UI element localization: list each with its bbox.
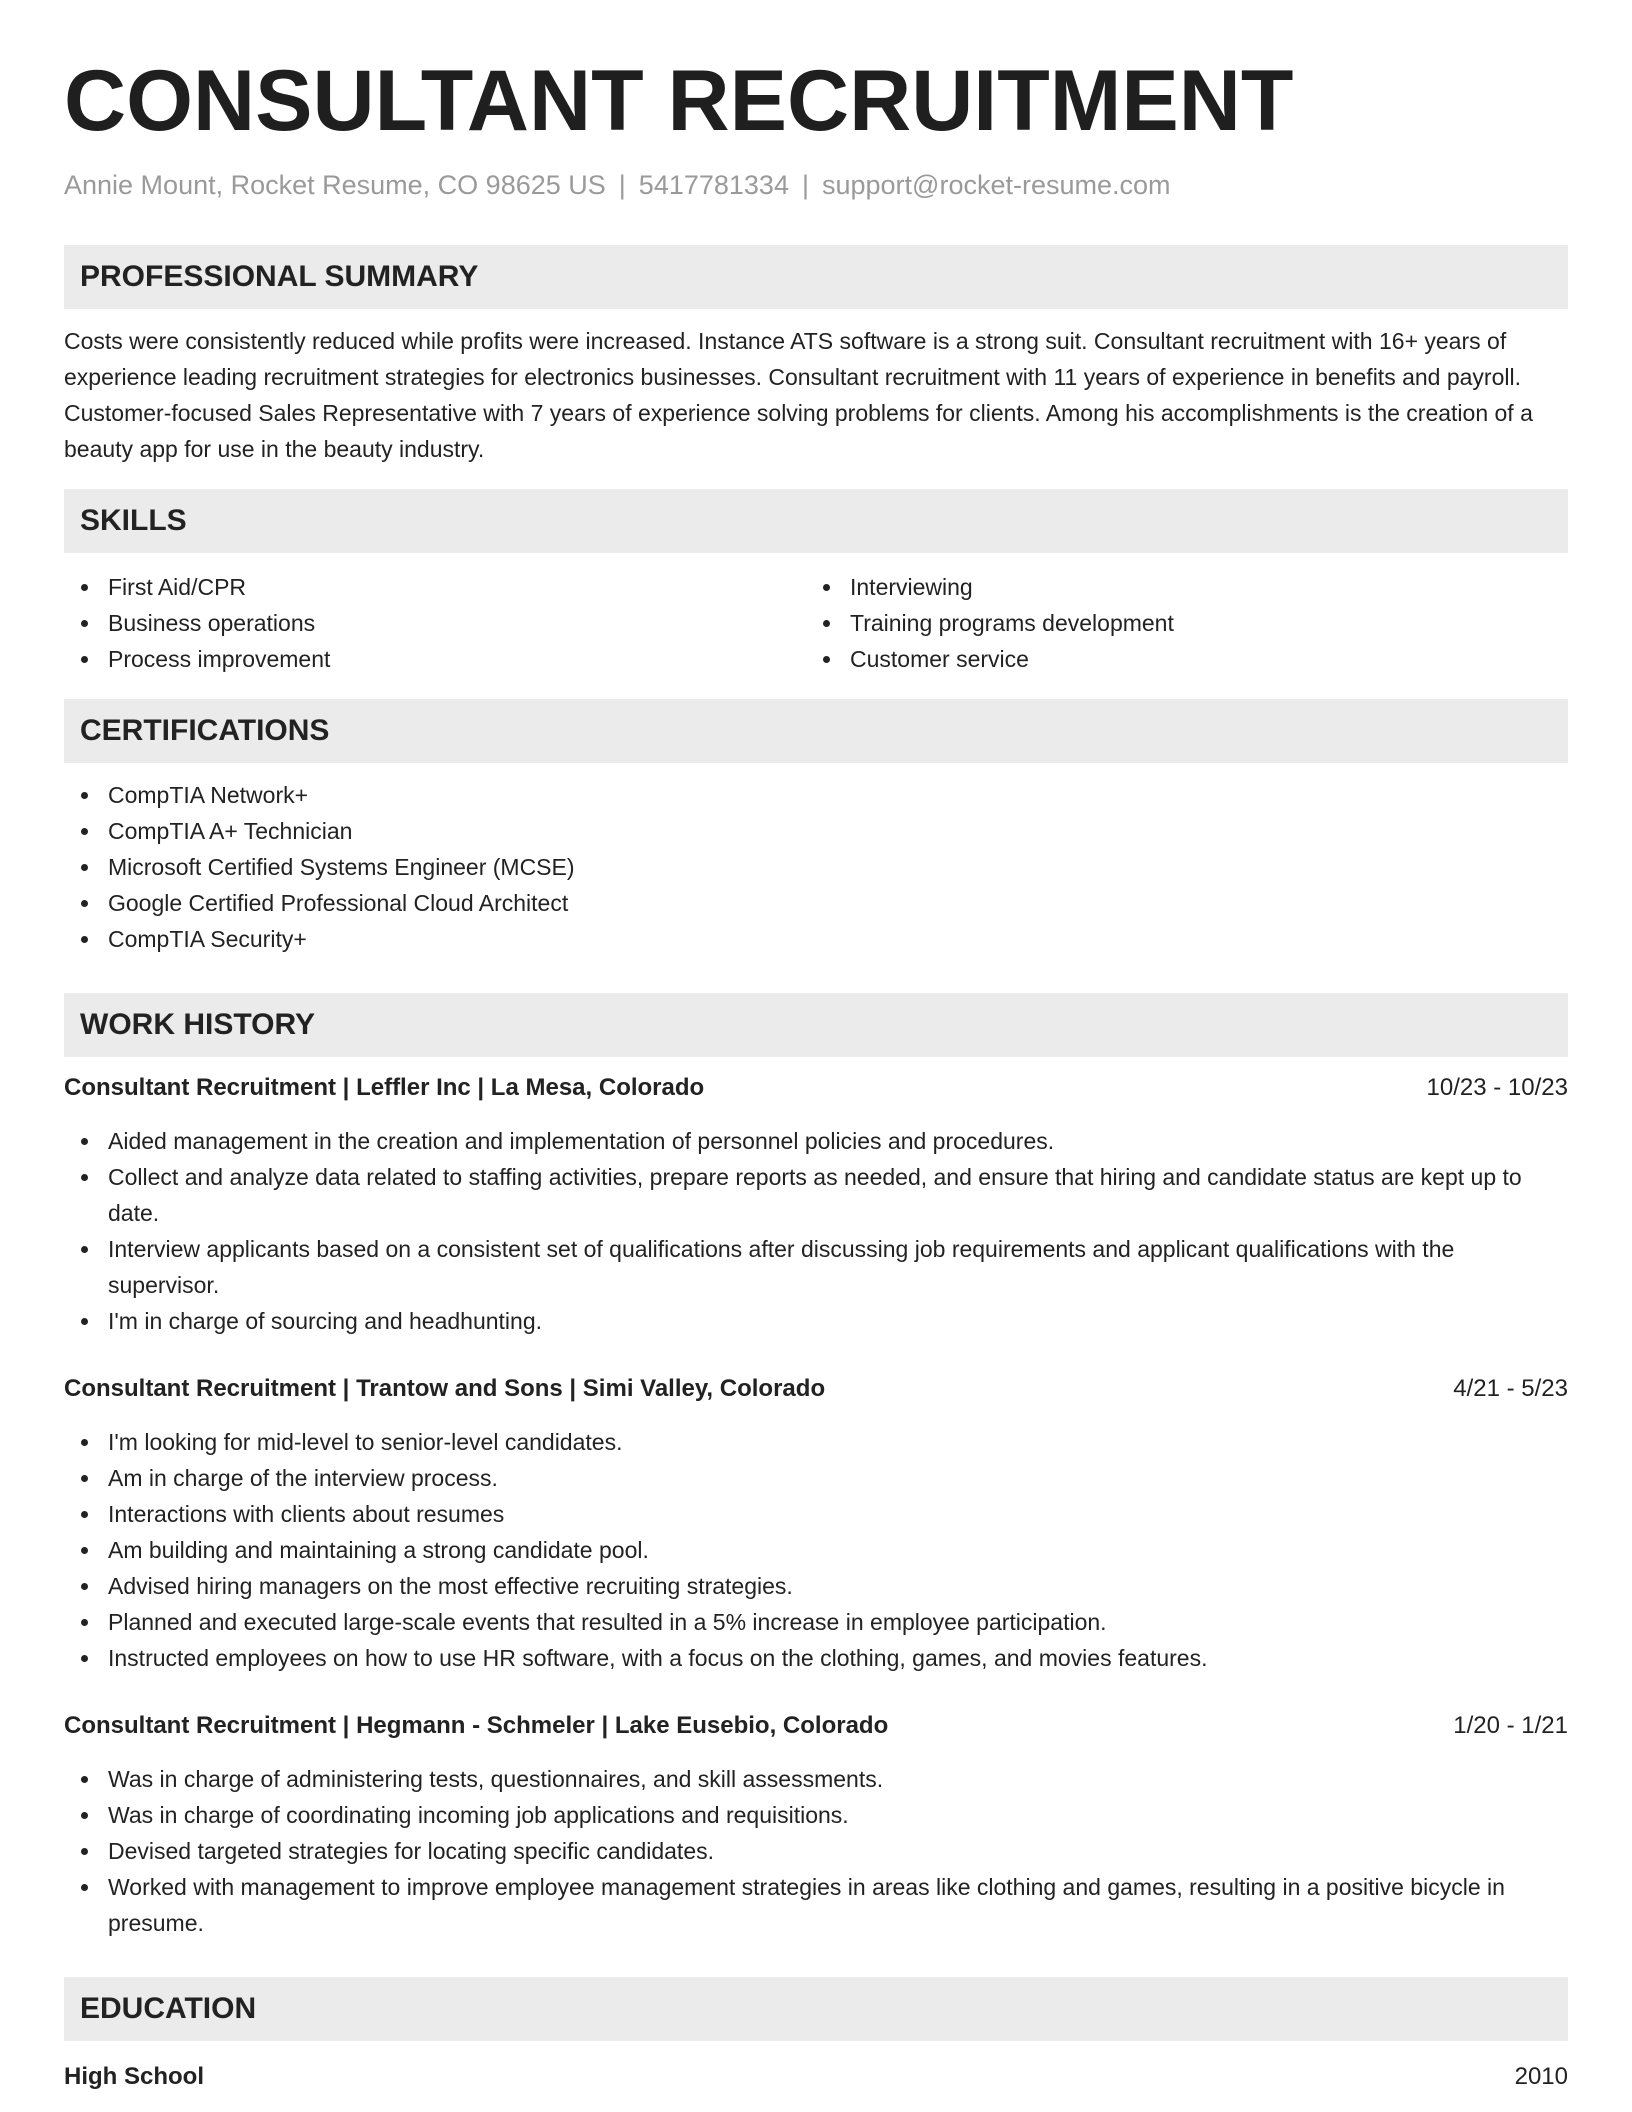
contact-email: support@rocket-resume.com (821, 170, 1171, 200)
summary-text: Costs were consistently reduced while profits were increased. Instance ATS software is a strong suit. Consultant recruitment with 16+ years of experience leading recruitment strategies for electronics businesses. Consultant recruitment with 11 years of experience in benefits and payroll. Customer-focused Sales Representative with 7 years of experience solving problems for clients. Among his accomplishments is the creation of a beauty app for use in the beauty industry. (64, 328, 1533, 462)
job-entry (64, 1708, 1568, 1941)
job-dates: 4/21 - 5/23 (1453, 1375, 1568, 1402)
education-heading: EDUCATION (64, 1977, 1568, 2041)
certification-item: CompTIA Security+ (64, 921, 1568, 957)
job-dates: 1/20 - 1/21 (1453, 1712, 1568, 1739)
skill-item: First Aid/CPR (64, 569, 806, 605)
skills-heading: SKILLS (64, 489, 1568, 553)
certification-item: Microsoft Certified Systems Engineer (MCSE) (64, 849, 1568, 885)
job-duty-item: Was in charge of coordinating incoming job applications and requisitions. (64, 1797, 1568, 1833)
job-duties (64, 1424, 1568, 1676)
skill-item: Training programs development (806, 605, 1548, 641)
resume-name: CONSULTANT RECRUITMENT (64, 53, 1294, 149)
skills-column-left (64, 569, 806, 677)
job-header (64, 1371, 1568, 1407)
skills-list (64, 569, 1568, 677)
contact-separator: | (801, 170, 809, 200)
education-entry (64, 2059, 1568, 2095)
job-header (64, 1070, 1568, 1106)
job-title: Consultant Recruitment | Hegmann - Schmeler | Lake Eusebio, Colorado (64, 1712, 889, 1739)
job-duty-item: I'm looking for mid-level to senior-level candidates. (64, 1424, 1568, 1460)
job-duty-item: Worked with management to improve employee management strategies in areas like clothing and games, resulting in a positive bicycle in presume. (64, 1869, 1568, 1941)
resume-page (64, 0, 1568, 2095)
education-year: 2010 (1514, 2063, 1568, 2090)
skill-item: Interviewing (806, 569, 1548, 605)
job-duty-item: Planned and executed large-scale events that resulted in a 5% increase in employee participation. (64, 1604, 1568, 1640)
job-duty-item: Interview applicants based on a consistent set of qualifications after discussing job requirements and applicant qualifications with the supervisor. (64, 1231, 1568, 1303)
certifications-list (64, 777, 1568, 957)
skills-column-right (806, 569, 1548, 677)
certification-item: CompTIA A+ Technician (64, 813, 1568, 849)
certification-item: Google Certified Professional Cloud Architect (64, 885, 1568, 921)
job-duty-item: Collect and analyze data related to staffing activities, prepare reports as needed, and ensure that hiring and candidate status are kept up to date. (64, 1159, 1568, 1231)
job-entry (64, 1070, 1568, 1339)
job-duty-item: Am building and maintaining a strong candidate pool. (64, 1532, 1568, 1568)
skill-item: Process improvement (64, 641, 806, 677)
job-duties (64, 1123, 1568, 1339)
job-title: Consultant Recruitment | Trantow and Sons | Simi Valley, Colorado (64, 1375, 826, 1402)
job-duty-item: I'm in charge of sourcing and headhunting. (64, 1303, 1568, 1339)
contact-separator: | (618, 170, 626, 200)
job-duties (64, 1761, 1568, 1941)
certification-item: CompTIA Network+ (64, 777, 1568, 813)
contact-phone: 5417781334 (638, 170, 789, 200)
education-school: High School (64, 2063, 204, 2090)
skill-item: Customer service (806, 641, 1548, 677)
job-duty-item: Devised targeted strategies for locating specific candidates. (64, 1833, 1568, 1869)
summary-heading: PROFESSIONAL SUMMARY (64, 245, 1568, 309)
contact-line (64, 167, 1568, 203)
skill-item: Business operations (64, 605, 806, 641)
certifications-heading: CERTIFICATIONS (64, 699, 1568, 763)
contact-address: Annie Mount, Rocket Resume, CO 98625 US (64, 170, 606, 200)
job-duty-item: Aided management in the creation and implementation of personnel policies and procedures. (64, 1123, 1568, 1159)
job-duty-item: Instructed employees on how to use HR software, with a focus on the clothing, games, and movies features. (64, 1640, 1568, 1676)
job-duty-item: Advised hiring managers on the most effective recruiting strategies. (64, 1568, 1568, 1604)
job-dates: 10/23 - 10/23 (1426, 1074, 1568, 1101)
job-title: Consultant Recruitment | Leffler Inc | La Mesa, Colorado (64, 1074, 705, 1101)
job-duty-item: Was in charge of administering tests, questionnaires, and skill assessments. (64, 1761, 1568, 1797)
job-duty-item: Am in charge of the interview process. (64, 1460, 1568, 1496)
work-history-heading: WORK HISTORY (64, 993, 1568, 1057)
job-duty-item: Interactions with clients about resumes (64, 1496, 1568, 1532)
job-header (64, 1708, 1568, 1744)
job-entry (64, 1371, 1568, 1676)
